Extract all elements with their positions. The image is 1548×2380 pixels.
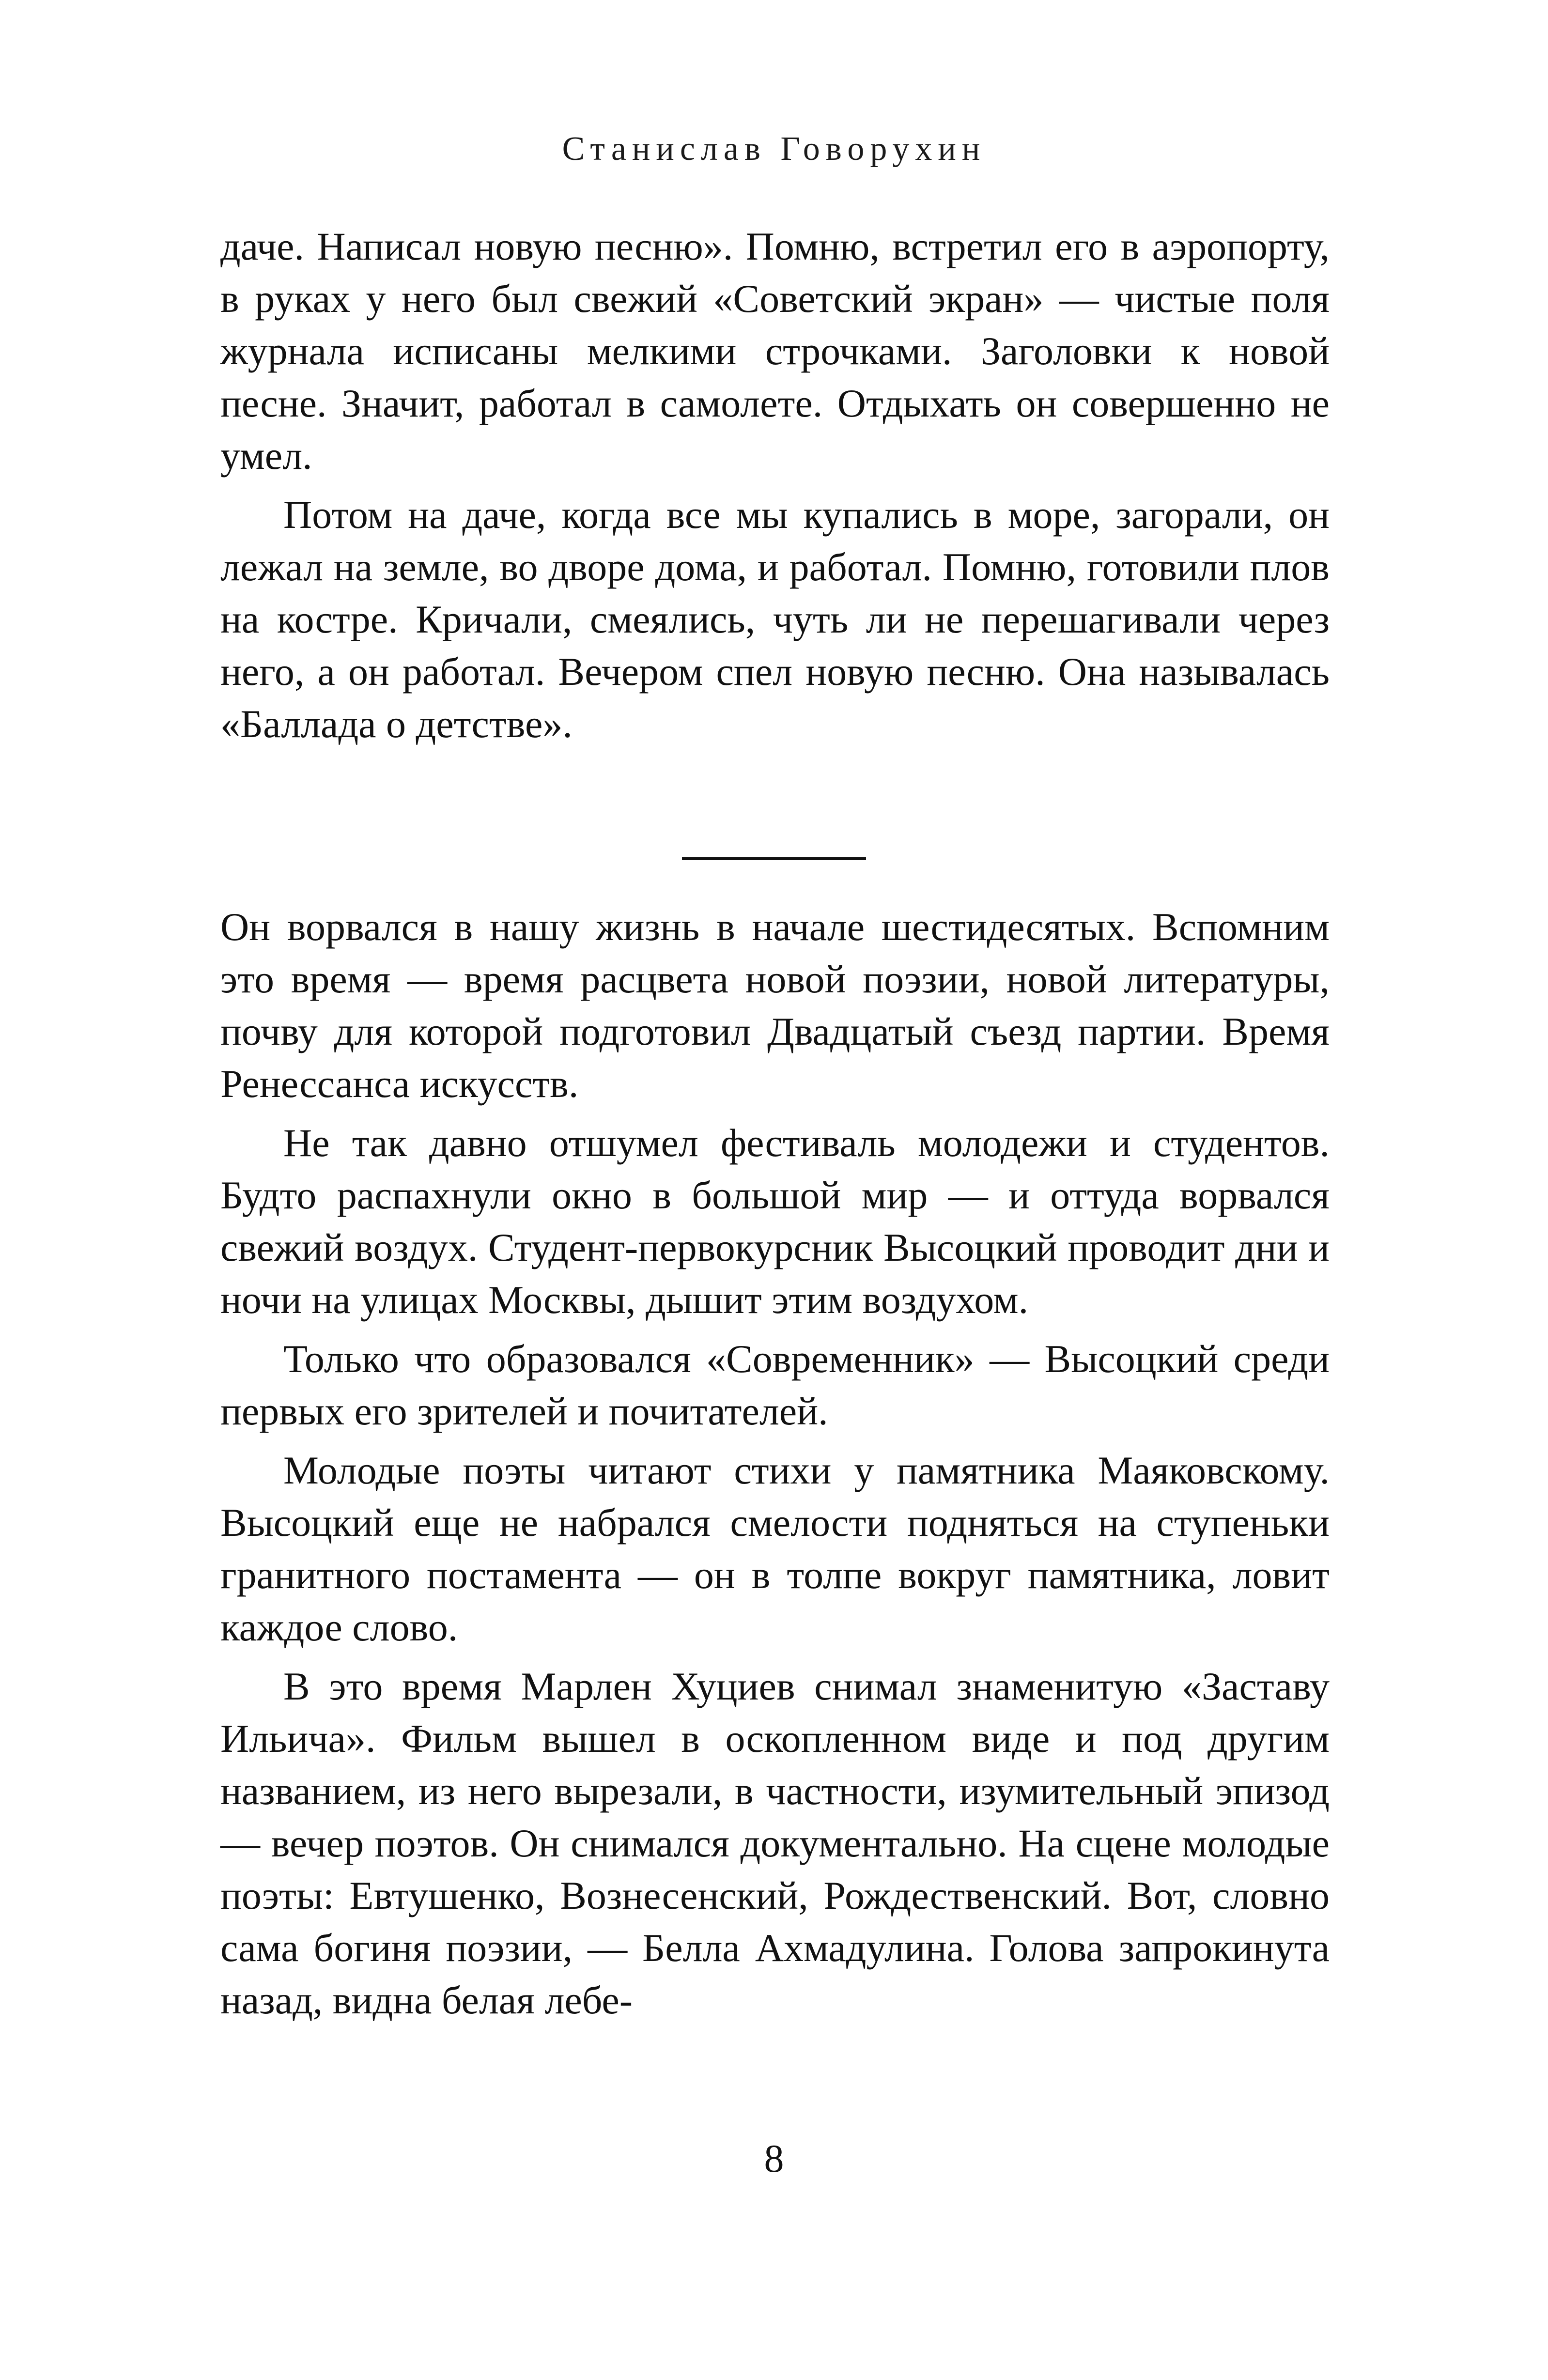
paragraph: Не так давно отшумел фестиваль молодежи и студентов. Будто распахнули окно в большой мир — и оттуда ворвался свежий воздух. Студент-первокурсник Высоцкий проводит дни и ночи на улицах Москвы, дышит этим воздухом. <box>220 1121 1330 1322</box>
section-separator-rule <box>682 857 866 860</box>
paragraph: даче. Написал новую песню». Помню, встретил его в аэропорту, в руках у него был свежий «Советский экран» — чистые поля журнала исписаны мелкими строчками. Заголовки к новой песне. Значит, работал в самолете. Отдыхать он совершенно не умел. <box>220 224 1330 478</box>
running-header-author: Станислав Говорухин <box>562 130 986 168</box>
text-section-2 <box>220 901 1330 2033</box>
paragraph: В это время Марлен Хуциев снимал знаменитую «Заставу Ильича». Фильм вышел в оскопленном виде и под другим названием, из него вырезали, в частности, изумительный эпизод — вечер поэтов. Он снимался документально. На сцене молодые поэты: Евтушенко, Вознесенский, Рождественский. Вот, словно сама богиня поэзии, — Белла Ахмадулина. Голова запрокинута назад, видна белая лебе- <box>220 1664 1330 2022</box>
paragraph: Только что образовался «Современник» — Высоцкий среди первых его зрителей и почитателей. <box>220 1337 1330 1433</box>
paragraph: Он ворвался в нашу жизнь в начале шестидесятых. Вспомним это время — время расцвета новой поэзии, новой литературы, почву для которой подготовил Двадцатый съезд партии. Время Ренессанса искусств. <box>220 905 1330 1106</box>
page-number: 8 <box>764 2136 784 2180</box>
paragraph: Потом на даче, когда все мы купались в море, загорали, он лежал на земле, во дворе дома, и работал. Помню, готовили плов на костре. Кричали, смеялись, чуть ли не перешагивали через него, а он работал. Вечером спел новую песню. Она называлась «Баллада о детстве». <box>220 493 1330 746</box>
paragraph: Молодые поэты читают стихи у памятника Маяковскому. Высоцкий еще не набрался смелости подняться на ступеньки гранитного постамента — он в толпе вокруг памятника, ловит каждое слово. <box>220 1448 1330 1649</box>
text-section-1 <box>220 220 1330 757</box>
